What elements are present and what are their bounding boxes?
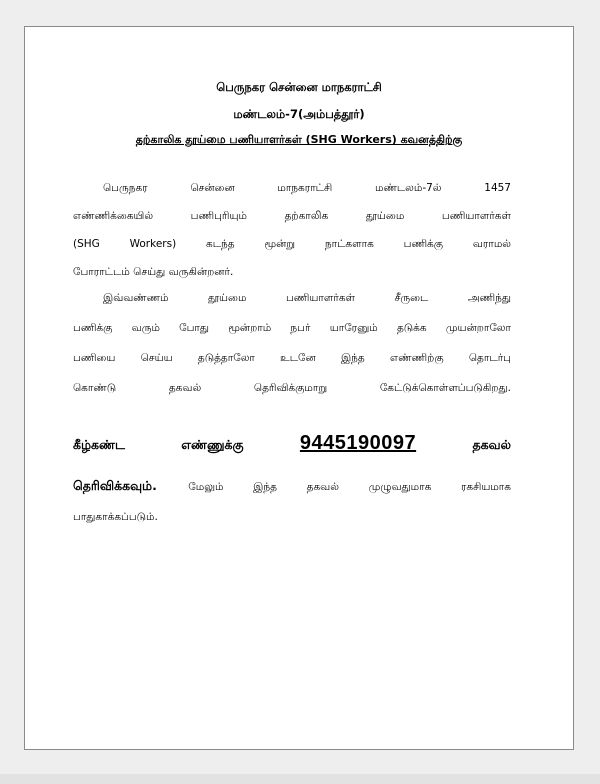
heading-zone: மண்டலம்-7(அம்பத்தூர்): [233, 107, 365, 121]
contact-normal-text: மேலும் இந்த தகவல் முழுவதுமாக ரகசியமாக: [188, 481, 511, 493]
contact-prefix-word: கீழ்கண்ட: [73, 437, 125, 452]
contact-prefix-word: எண்ணுக்கு: [181, 437, 244, 452]
paragraph-line: இவ்வண்ணம் தூய்மை பணியாளர்கள் சீருடை அணிந்து: [103, 292, 511, 304]
paragraph-line: போராட்டம் செய்து வருகின்றனர்.: [73, 266, 234, 278]
contact-bold-text: தெரிவிக்கவும்.: [73, 478, 157, 493]
contact-continuation-line: [73, 475, 511, 495]
contact-suffix-word: தகவல்: [472, 437, 511, 452]
paragraph-line: பணிக்கு வரும் போது மூன்றாம் நபர் யாரேனும் தடுக்க முயன்றாலோ: [73, 322, 511, 334]
paragraph-line: பாதுகாக்கப்படும்.: [73, 511, 158, 523]
heading-notice-title: தற்காலிக தூய்மை பணியாளர்கள் (SHG Workers) கவனத்திற்கு: [135, 133, 463, 146]
paragraph-line: (SHG Workers) கடந்த மூன்று நாட்களாக பணிக்கு வராமல்: [73, 238, 511, 250]
contact-line: [73, 432, 511, 455]
viewer-bottom-bar: [0, 774, 600, 784]
paragraph-line: பெருநகர சென்னை மாநகராட்சி மண்டலம்-7ல் 1457: [103, 182, 511, 194]
paragraph-line: எண்ணிக்கையில் பணிபுரியும் தற்காலிக தூய்மை பணியாளர்கள்: [73, 210, 511, 222]
phone-number: 9445190097: [299, 432, 417, 454]
heading-corporation: பெருநகர சென்னை மாநகராட்சி: [216, 80, 382, 94]
paragraph-line: பணியை செய்ய தடுத்தாலோ உடனே இந்த எண்ணிற்கு தொடர்பு: [73, 352, 511, 364]
paragraph-line: கொண்டு தகவல் தெரிவிக்குமாறு கேட்டுக்கொள்ளப்படுகிறது.: [73, 382, 511, 394]
document-page: [24, 26, 574, 750]
